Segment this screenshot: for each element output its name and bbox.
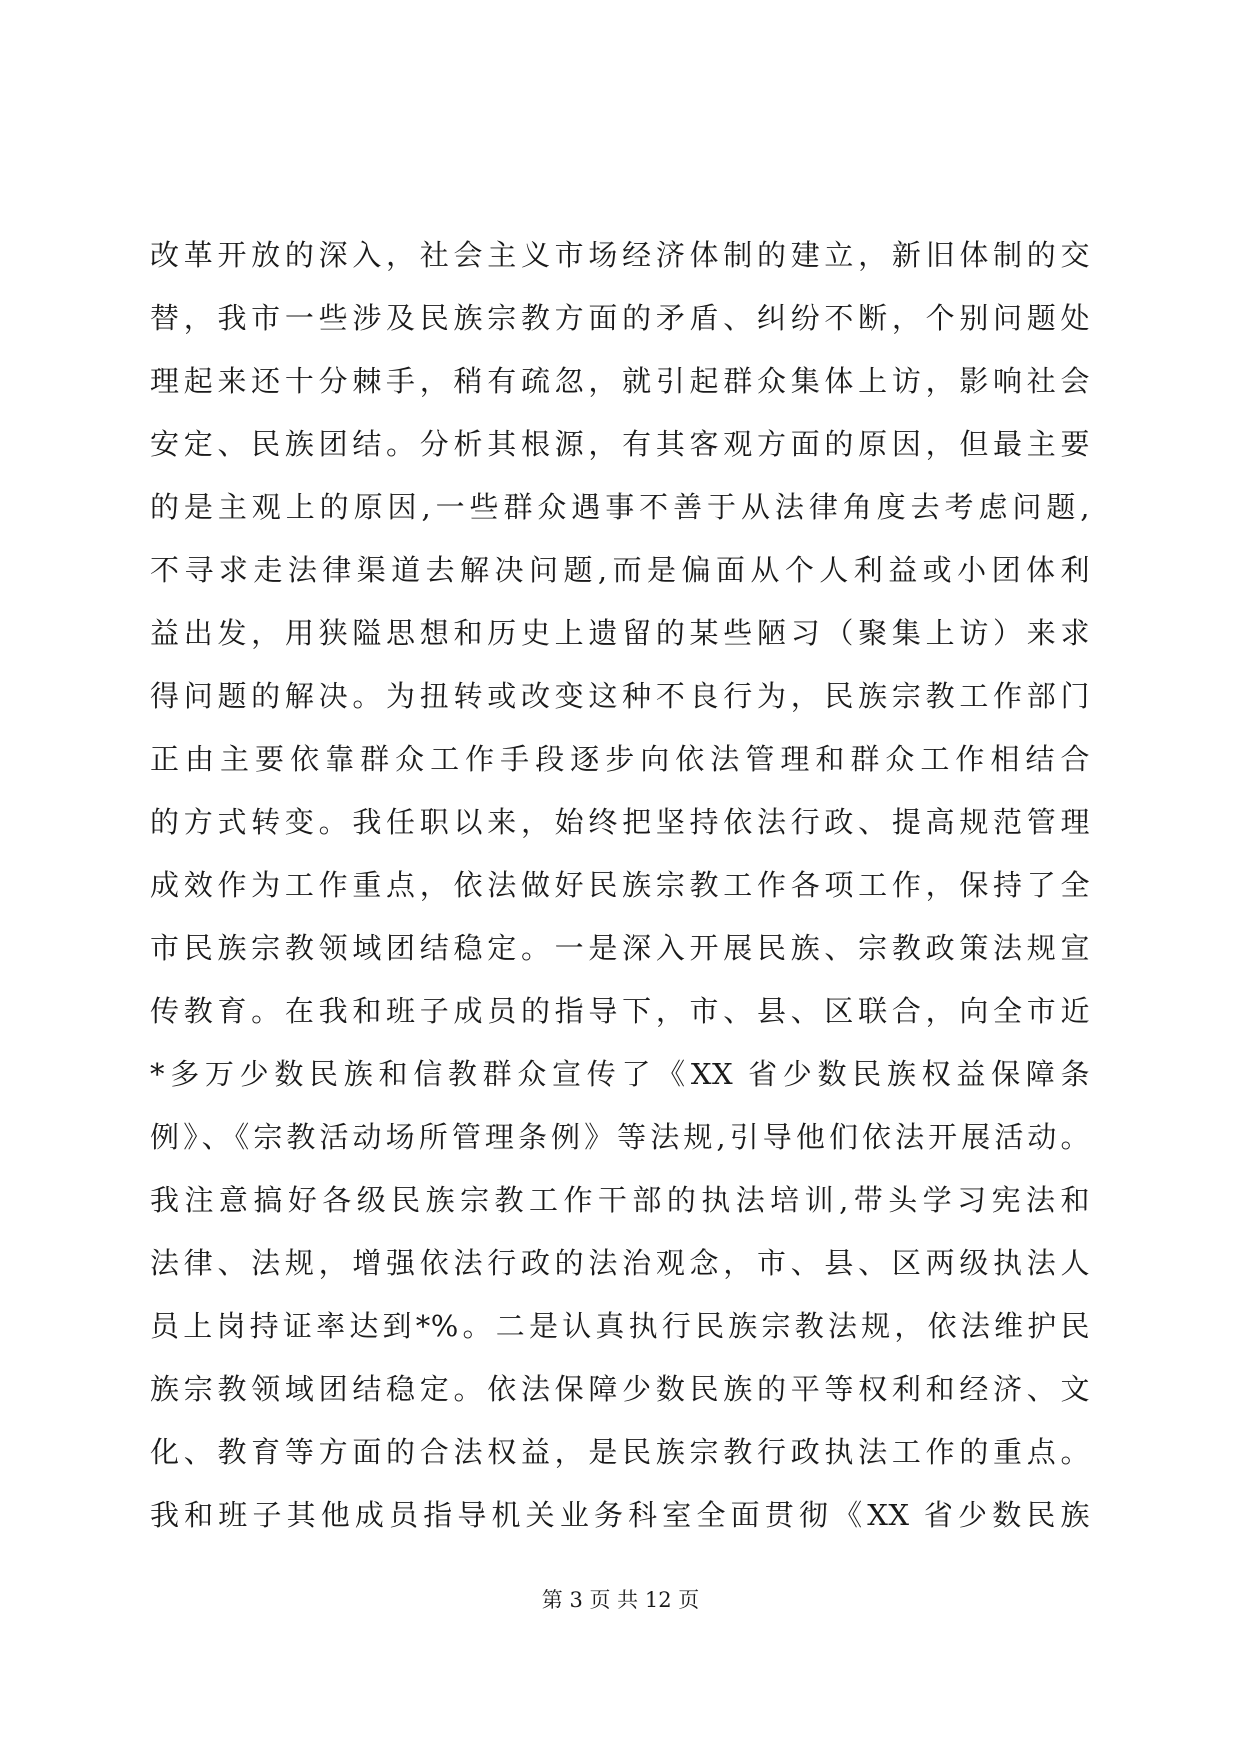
text-line: 市民族宗教领域团结稳定。一是深入开展民族、宗教政策法规宣 (150, 931, 1090, 965)
text-line: 我和班子其他成员指导机关业务科室全面贯彻《XX 省少数民族 (150, 1498, 1090, 1532)
body-text (150, 224, 1090, 1547)
text-line: 替，我市一些涉及民族宗教方面的矛盾、纠纷不断，个别问题处 (150, 301, 1090, 335)
text-line: 改革开放的深入，社会主义市场经济体制的建立，新旧体制的交 (150, 238, 1090, 272)
text-line: 得问题的解决。为扭转或改变这种不良行为，民族宗教工作部门 (150, 679, 1090, 713)
text-line: 法律、法规，增强依法行政的法治观念，市、县、区两级执法人 (150, 1246, 1090, 1280)
text-line: 例》、《宗教活动场所管理条例》等法规,引导他们依法开展活动。 (150, 1120, 1090, 1154)
page-number-footer: 第 3 页 共 12 页 (541, 1588, 700, 1612)
text-line: *多万少数民族和信教群众宣传了《XX 省少数民族权益保障条 (150, 1057, 1090, 1091)
text-line: 不寻求走法律渠道去解决问题,而是偏面从个人利益或小团体利 (150, 553, 1090, 587)
text-line: 安定、民族团结。分析其根源，有其客观方面的原因，但最主要 (150, 427, 1090, 461)
text-line: 正由主要依靠群众工作手段逐步向依法管理和群众工作相结合 (150, 742, 1090, 776)
text-line: 的是主观上的原因,一些群众遇事不善于从法律角度去考虑问题, (150, 490, 1090, 524)
text-line: 员上岗持证率达到*%。二是认真执行民族宗教法规，依法维护民 (150, 1309, 1090, 1343)
text-line: 族宗教领域团结稳定。依法保障少数民族的平等权利和经济、文 (150, 1372, 1090, 1406)
text-line: 成效作为工作重点，依法做好民族宗教工作各项工作，保持了全 (150, 868, 1090, 902)
text-line: 我注意搞好各级民族宗教工作干部的执法培训,带头学习宪法和 (150, 1183, 1090, 1217)
text-line: 理起来还十分棘手，稍有疏忽，就引起群众集体上访，影响社会 (150, 364, 1090, 398)
text-line: 化、教育等方面的合法权益，是民族宗教行政执法工作的重点。 (150, 1435, 1090, 1469)
text-line: 的方式转变。我任职以来，始终把坚持依法行政、提高规范管理 (150, 805, 1090, 839)
text-line: 益出发，用狭隘思想和历史上遗留的某些陋习（聚集上访）来求 (150, 616, 1090, 650)
text-line: 传教育。在我和班子成员的指导下，市、县、区联合，向全市近 (150, 994, 1090, 1028)
